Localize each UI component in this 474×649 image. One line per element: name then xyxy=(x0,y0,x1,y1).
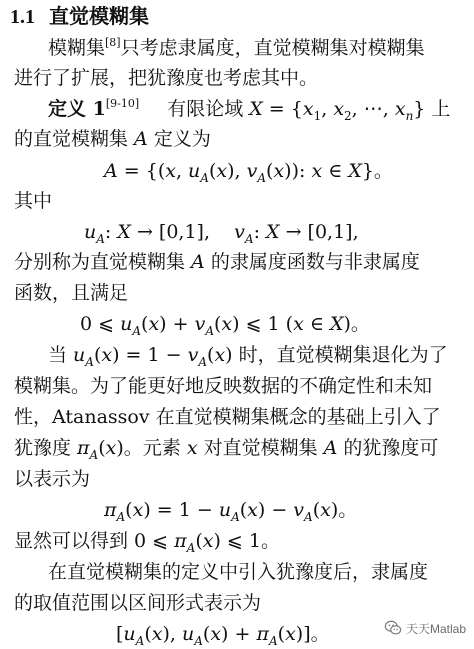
paragraph-1-line-2: 进行了扩展，把犹豫度也考虑其中。 xyxy=(14,67,319,89)
definition-text: 有限论域 $X = \{x_1$, $x_2$, ⋯, $x_n$} 上 xyxy=(167,98,451,123)
paragraph-2-line-2: 函数，且满足 xyxy=(14,282,129,304)
paragraph-3-line-1: 当 $u_A(x) = 1 - v_A(x)$ 时，直觉模糊集退化为了 xyxy=(48,344,448,369)
qizhong-text: 其中 xyxy=(14,190,53,212)
paragraph-3-line-2: 模糊集。为了能更好地反映数据的不确定性和未知 xyxy=(14,375,433,397)
section-heading xyxy=(10,2,464,31)
wechat-icon xyxy=(384,619,402,637)
paragraph-4: 显然可以得到 0 ⩽ $\pi_A(x)$ ⩽ 1。 xyxy=(14,530,280,555)
paragraph-1-line-1 xyxy=(48,34,464,62)
definition-line-2: 的直觉模糊集 A 定义为 xyxy=(14,128,211,150)
section-title: 直觉模糊集 xyxy=(49,4,149,28)
paragraph-5-line-1: 在直觉模糊集的定义中引入犹豫度后，隶属度 xyxy=(48,561,429,583)
equation-5: [$u_A(x)$, $u_A(x) + \pi_A(x)$]。 xyxy=(116,623,330,648)
paragraph-3-line-3: 性，Atanassov 在直觉模糊集概念的基础上引入了 xyxy=(14,406,441,428)
definition-line-1 xyxy=(48,95,464,123)
equation-4: $\pi_A(x) = 1 - u_A(x) - v_A(x)$。 xyxy=(104,499,358,524)
definition-label: 定义 1 xyxy=(48,98,106,120)
paragraph-3-line-5: 以表示为 xyxy=(14,468,91,490)
p1-text: 模糊集[8]只考虑隶属度，直觉模糊集对模糊集 xyxy=(48,36,425,59)
equation-1: A = {(x, $u_A(x)$, $v_A(x)$): x ∈ X}。 xyxy=(104,160,393,185)
section-number: 1.1 xyxy=(10,6,35,28)
paragraph-2-line-1: 分别称为直觉模糊集 A 的隶属度函数与非隶属度 xyxy=(14,251,420,273)
paragraph-5-line-2: 的取值范围以区间形式表示为 xyxy=(14,592,262,614)
definition-ref: [9-10] xyxy=(105,97,140,110)
equation-3: 0 ⩽ $u_A(x) + v_A(x)$ ⩽ 1 (x ∈ X)。 xyxy=(80,313,370,338)
equation-2: $u_A$: X → [0,1], $v_A$: X → [0,1], xyxy=(84,221,359,246)
paragraph-3-line-4: 犹豫度 $\pi_A(x)$。元素 x 对直觉模糊集 A 的犹豫度可 xyxy=(14,437,439,462)
watermark xyxy=(384,619,466,637)
watermark-text: 天天Matlab xyxy=(405,621,466,636)
